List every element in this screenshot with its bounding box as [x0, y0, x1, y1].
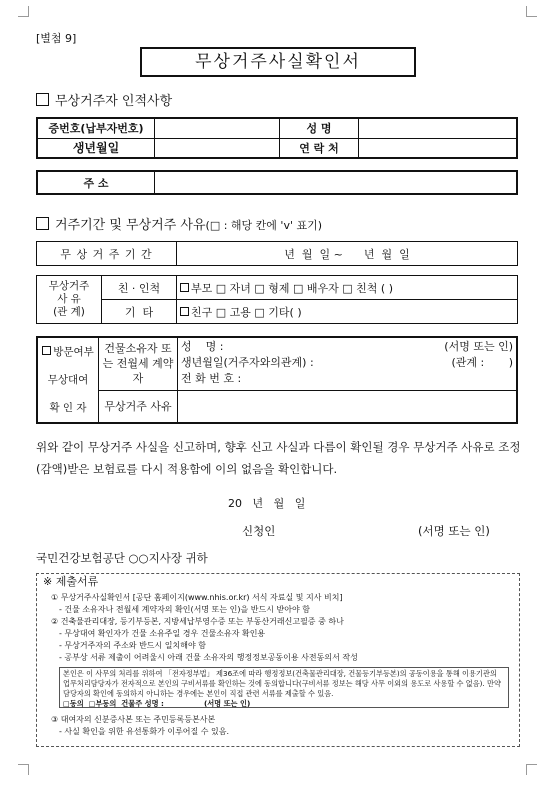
- reason-table: [36, 275, 518, 324]
- section1-heading: 무상거주자 인적사항: [36, 90, 172, 109]
- period-table: [36, 241, 518, 266]
- name-field[interactable]: [359, 118, 518, 138]
- checkbox-icon[interactable]: [42, 346, 51, 355]
- checkbox-icon[interactable]: [180, 307, 189, 316]
- requirement-line: - 건물 소유자나 전월세 계약자의 확인(서명 또는 인)을 반드시 받아야 함: [59, 605, 310, 614]
- other-options[interactable]: 친구 □ 고용 □ 기타( ): [177, 300, 518, 324]
- declaration-text: 위와 같이 무상거주 사실을 신고하며, 향후 신고 사실과 다름이 확인될 경우 무상거주 사유로 조정(감액)받은 보험료를 다시 적용함에 이의 없음을 확인합니다.: [36, 440, 521, 476]
- name-label: 성 명: [280, 118, 359, 138]
- applicant-sign: (서명 또는 인): [418, 524, 490, 538]
- id-number-label: 증번호(납부자번호): [37, 118, 155, 138]
- checkbox-icon: [36, 217, 49, 230]
- free-reason-field[interactable]: [178, 390, 518, 423]
- reason-label: 무상거주 사 유 (관 계): [37, 276, 102, 324]
- birth-label: 생년월일: [37, 138, 155, 158]
- checkbox-icon: [36, 93, 49, 106]
- id-number-field[interactable]: [155, 118, 280, 138]
- crop-mark-top-right: [526, 6, 537, 17]
- document-title: 무상거주사실확인서: [140, 47, 416, 77]
- verifier-table: [36, 336, 518, 424]
- contact-field[interactable]: [359, 138, 518, 158]
- requirement-line: ① 무상거주사실확인서 [공단 홈페이지(www.nhis.or.kr) 서식 자료실 및 지사 비치]: [51, 593, 343, 602]
- form-number: [별첨 9]: [36, 32, 77, 45]
- personal-info-table: [36, 117, 518, 159]
- owner-label: 건물소유자 또는 전월세 계약자: [99, 337, 178, 390]
- applicant-label: 신청인: [242, 524, 276, 538]
- crop-mark-bottom-right: [526, 764, 537, 775]
- date-line[interactable]: 20 년 월 일: [228, 497, 306, 510]
- period-label: 무 상 거 주 기 간: [37, 242, 177, 266]
- address-field[interactable]: [155, 171, 518, 194]
- verifier-label: 방문여부 무상대여 확 인 자: [37, 337, 99, 423]
- requirement-line: - 사실 확인을 위한 유선통화가 이루어질 수 있음.: [59, 727, 230, 736]
- other-label: 기 타: [102, 300, 177, 324]
- requirements-box: [36, 573, 520, 747]
- consent-text: 본인은 이 사무의 처리를 위하여 「전자정부법」 제36조에 따라 행정정보(건축물관리대장, 건물등기부등본)의 공동이용을 통해 이용기관의 업무처리담당자가 전자적으로 본인의 구비서류를 확인하는 것에 동의합니다(구비서류 정보는 해당 사무 이외의 용도로 사용할 수 없음). 만약 담당자의 확인에 동의하지 아니하는 경우에는 본인이 직접 관련 서류를 제출할 수 있음.: [63, 669, 501, 698]
- requirement-line: - 공부상 서류 제출이 어려울시 아래 건물 소유자의 행정정보공동이용 사전동의서 작성: [59, 653, 358, 662]
- section2-heading: 거주기간 및 무상거주 사유(□ : 해당 칸에 'v' 표기): [36, 214, 322, 233]
- consent-box: [59, 667, 509, 708]
- requirement-line: - 무상대여 확인자가 건물 소유주일 경우 건물소유자 확인용: [59, 629, 266, 638]
- relative-label: 친 · 인척: [102, 276, 177, 300]
- requirement-line: ③ 대여자의 신분증사본 또는 주민등록등본사본: [51, 715, 216, 724]
- requirement-line: ② 건축물관리대장, 등기부등본, 지방세납부영수증 또는 부동산거래신고필증 중 하나: [51, 617, 344, 626]
- birth-field[interactable]: [155, 138, 280, 158]
- free-reason-label: 무상거주 사유: [99, 390, 178, 423]
- period-value[interactable]: 년 월 일 ~ 년 월 일: [177, 242, 518, 266]
- relative-options[interactable]: 부모 □ 자녀 □ 형제 □ 배우자 □ 친척 ( ): [177, 276, 518, 300]
- address-label: 주 소: [37, 171, 155, 194]
- addressee: 국민건강보험공단 ○○지사장 귀하: [36, 551, 208, 565]
- address-table: [36, 170, 518, 195]
- checkbox-icon[interactable]: [180, 283, 189, 292]
- crop-mark-bottom-left: [18, 764, 29, 775]
- contact-label: 연 락 처: [280, 138, 359, 158]
- crop-mark-top-left: [18, 6, 29, 17]
- owner-info[interactable]: 성 명 : (서명 또는 인) 생년월일(거주자와의관계) : (관계 : ) 전 화 번 호 :: [178, 337, 518, 390]
- requirements-heading: ※ 제출서류: [43, 575, 99, 588]
- consent-sign[interactable]: □동의 □부동의 건물주 성명 : (서명 또는 인): [63, 699, 251, 708]
- requirement-line: - 무상거주자의 주소와 반드시 일치해야 함: [59, 641, 206, 650]
